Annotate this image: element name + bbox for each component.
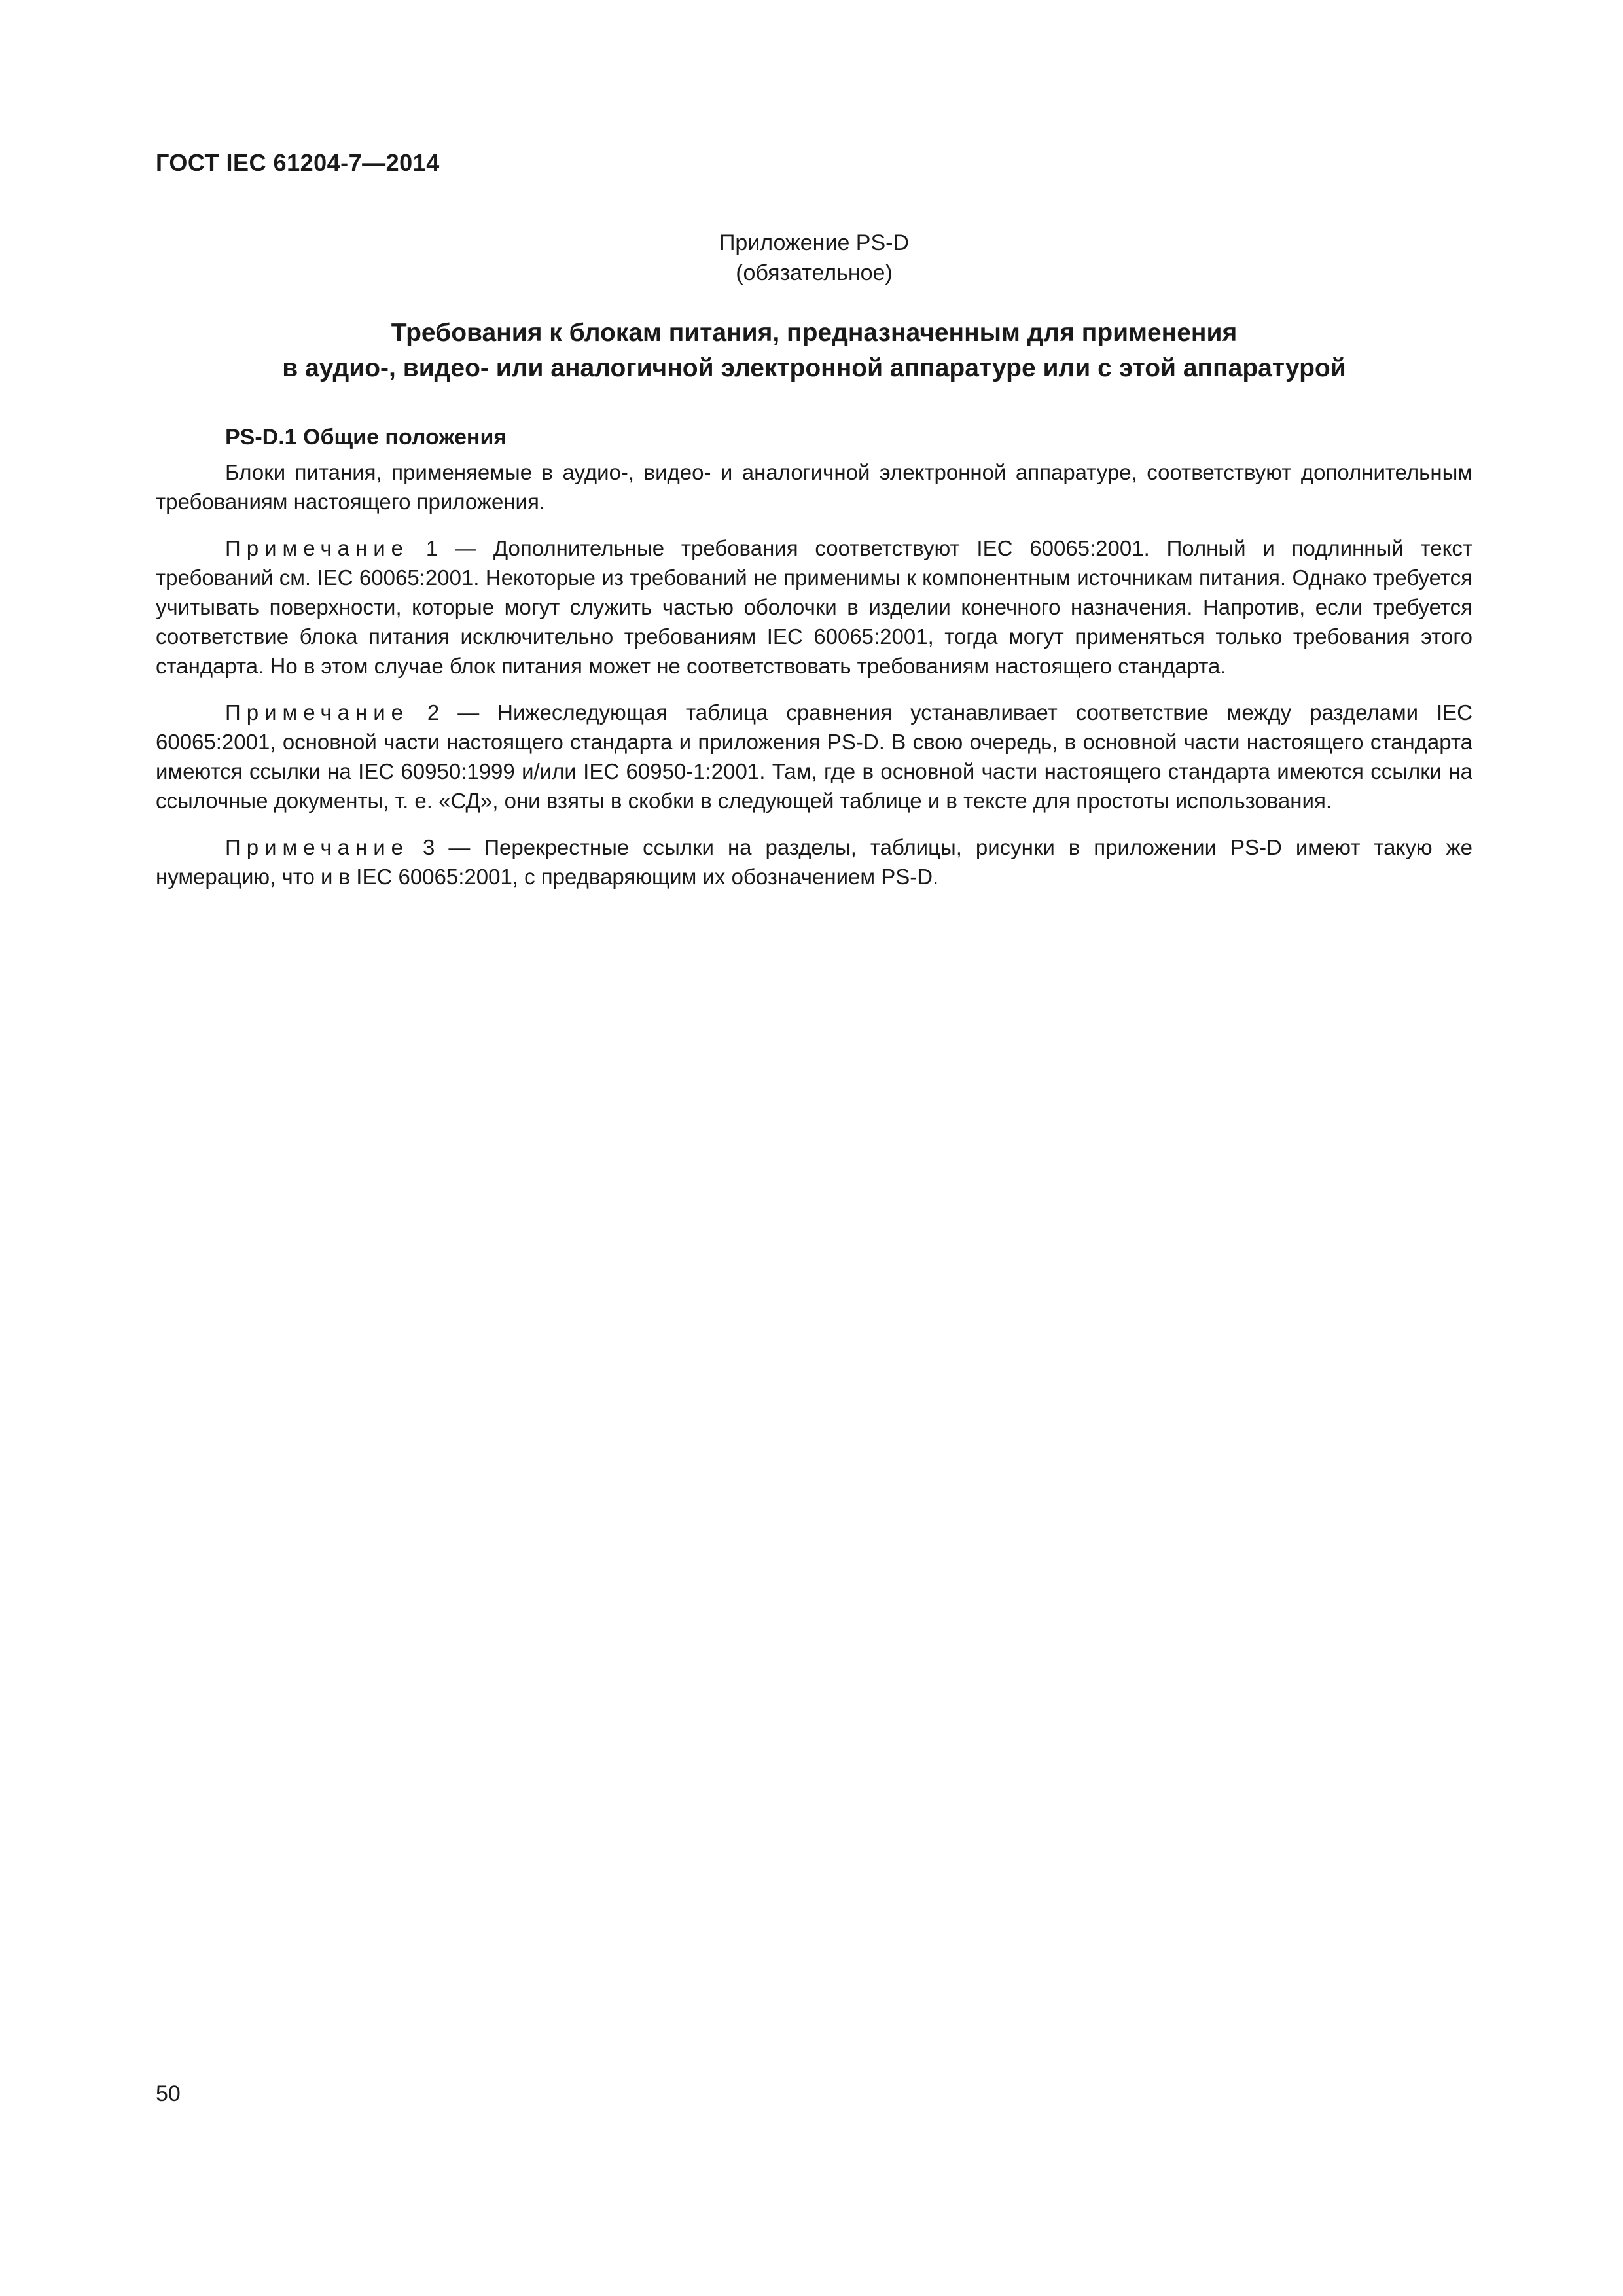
annex-title-line-1: Требования к блокам питания, предназначенным для применения — [391, 319, 1238, 347]
note-3-text: 3 — Перекрестные ссылки на разделы, таблицы, рисунки в приложении PS-D имеют такую же нумерацию, что и в IEC 60065:2001, с предваряющим их обозначением PS-D. — [156, 835, 1472, 889]
page-number: 50 — [156, 2081, 181, 2106]
note-1-text: 1 — Дополнительные требования соответствуют IEC 60065:2001. Полный и подлинный текст требований см. IEC 60065:2001. Некоторые из требований не применимы к компонентным источникам питания. Однако требуется учитывать поверхности, которые могут служить частью оболочки в изделии конечного назначения. Напротив, если требуется соответствие блока питания исключительно требованиям IEC 60065:2001, тогда могут применяться только требования этого стандарта. Но в этом случае блок питания может не соответствовать требованиям настоящего стандарта. — [156, 536, 1472, 678]
annex-label: Приложение PS-D — [719, 230, 910, 255]
annex-title — [156, 315, 1472, 386]
note-3-label: Примечание — [225, 835, 410, 859]
document-page — [156, 0, 1472, 2296]
note-2-text: 2 — Нижеследующая таблица сравнения устанавливает соответствие между разделами IEC 60065:2001, основной части настоящего стандарта и приложения PS-D. В свою очередь, в основной части настоящего стандарта имеются ссылки на IEC 60950:1999 и/или IEC 60950-1:2001. Там, где в основной части настоящего стандарта имеются ссылки на ссылочные документы, т. е. «СД», они взяты в скобки в следующей таблице и в тексте для простоты использования. — [156, 700, 1472, 813]
section-heading: PS-D.1 Общие положения — [225, 425, 507, 450]
annex-header — [156, 228, 1472, 288]
note-1-label: Примечание — [225, 536, 410, 560]
document-body — [156, 423, 1472, 908]
annex-status: (обязательное) — [736, 260, 893, 285]
note-2 — [156, 698, 1472, 816]
section-paragraph: Блоки питания, применяемые в аудио-, видео- и аналогичной электронной аппаратуре, соответствуют дополнительным требованиям настоящего приложения. — [156, 460, 1472, 514]
note-1 — [156, 533, 1472, 681]
document-code: ГОСТ IEC 61204-7—2014 — [156, 149, 440, 176]
note-3 — [156, 833, 1472, 891]
annex-title-line-2: в аудио-, видео- или аналогичной электронной аппаратуре или с этой аппаратурой — [282, 354, 1346, 382]
note-2-label: Примечание — [225, 700, 410, 725]
